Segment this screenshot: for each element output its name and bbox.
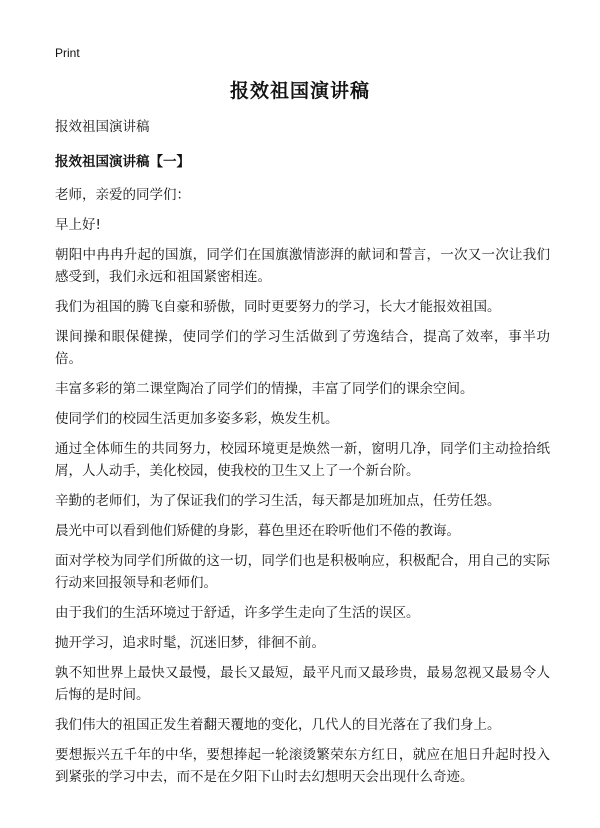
paragraph: 抛开学习，追求时髦，沉迷旧梦，徘徊不前。 xyxy=(55,635,325,651)
paragraph: 要想振兴五千年的中华，要想捧起一轮滚烫繁荣东方红日，就应在旭日升起时投入到紧张的学习中去，而不是在夕阳下山时去幻想明天会出现什么奇迹。 xyxy=(55,747,550,785)
paragraph: 由于我们的生活环境过于舒适，许多学生走向了生活的误区。 xyxy=(55,605,420,621)
print-link[interactable]: Print xyxy=(55,46,80,60)
document-subtitle: 报效祖国演讲稿 xyxy=(55,119,150,135)
document-body xyxy=(55,117,550,796)
paragraph: 课间操和眼保健操，使同学们的学习生活做到了劳逸结合，提高了效率，事半功倍。 xyxy=(55,329,550,367)
paragraph: 孰不知世界上最快又最慢，最长又最短，最平凡而又最珍贵，最易忽视又最易令人后悔的是时间。 xyxy=(55,665,550,703)
page-title: 报效祖国演讲稿 xyxy=(229,80,370,102)
paragraph: 我们为祖国的腾飞自豪和骄傲，同时更要努力的学习，长大才能报效祖国。 xyxy=(55,299,501,315)
paragraph: 通过全体师生的共同努力，校园环境更是焕然一新，窗明几净，同学们主动捡拾纸屑，人人动手，美化校园，使我校的卫生又上了一个新台阶。 xyxy=(55,441,550,479)
paragraph: 丰富多彩的第二课堂陶冶了同学们的情操，丰富了同学们的课余空间。 xyxy=(55,381,474,397)
paragraph: 朝阳中冉冉升起的国旗，同学们在国旗激情澎湃的献词和誓言，一次又一次让我们感受到，我们永远和祖国紧密相连。 xyxy=(55,247,550,285)
paragraph: 晨光中可以看到他们矫健的身影，暮色里还在聆听他们不倦的教诲。 xyxy=(55,523,460,539)
paragraph: 早上好! xyxy=(55,217,101,233)
paragraph: 辛勤的老师们，为了保证我们的学习生活，每天都是加班加点，任劳任怨。 xyxy=(55,493,501,509)
paragraph: 面对学校为同学们所做的这一切，同学们也是积极响应，积极配合，用自己的实际行动来回报领导和老师们。 xyxy=(55,553,550,591)
paragraph: 老师，亲爱的同学们： xyxy=(55,187,190,203)
paragraph: 使同学们的校园生活更加多姿多彩，焕发生机。 xyxy=(55,411,339,427)
paragraph: 我们伟大的祖国正发生着翻天覆地的变化，几代人的目光落在了我们身上。 xyxy=(55,717,501,733)
section-heading: 报效祖国演讲稿【一】 xyxy=(55,154,190,170)
